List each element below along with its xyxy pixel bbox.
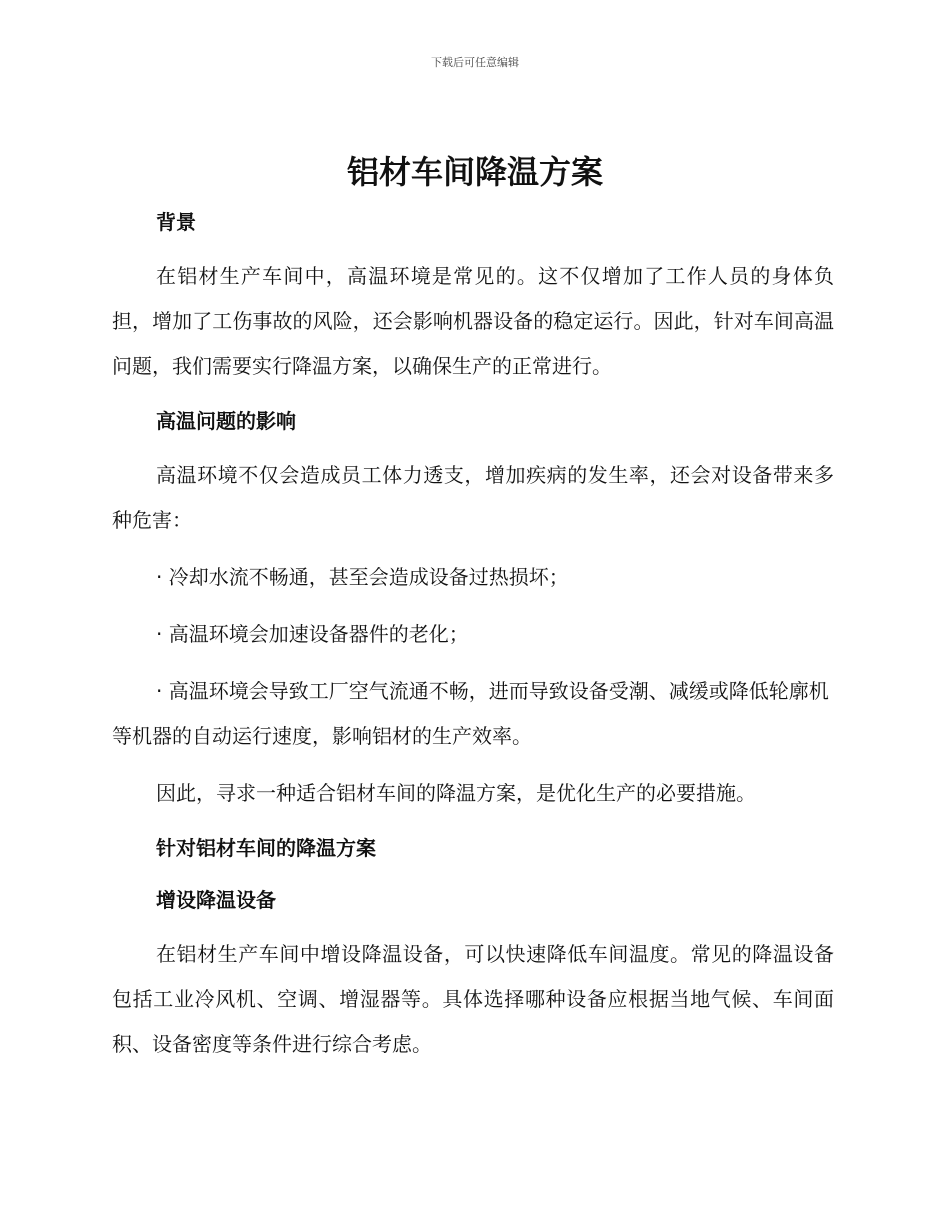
bullet-item-1: · 冷却水流不畅通，甚至会造成设备过热损坏； — [156, 565, 569, 589]
paragraph-background: 在铝材生产车间中，高温环境是常见的。这不仅增加了工作人员的身体负担，增加了工伤事故的风险，还会影响机器设备的稳定运行。因此，针对车间高温问题，我们需要实行降温方案，以确保生产的正常进行。 — [112, 264, 834, 378]
document-body — [112, 202, 834, 1067]
spacer — [112, 600, 834, 612]
bullet-item-3: · 高温环境会导致工厂空气流通不畅，进而导致设备受潮、减缓或降低轮廓机等机器的自动运行速度，影响铝材的生产效率。 — [112, 679, 829, 748]
paragraph-impact: 高温环境不仅会造成员工体力透支，增加疾病的发生率，还会对设备带来多种危害： — [112, 463, 834, 532]
spacer — [112, 657, 834, 669]
spacer — [112, 868, 834, 880]
paragraph-conclusion: 因此，寻求一种适合铝材车间的降温方案，是优化生产的必要措施。 — [156, 781, 756, 805]
heading-impact: 高温问题的影响 — [156, 409, 296, 433]
spacer — [112, 920, 834, 932]
spacer — [112, 759, 834, 771]
subheading-add-cooling-equipment: 增设降温设备 — [156, 888, 276, 912]
paragraph-solution: 在铝材生产车间中增设降温设备，可以快速降低车间温度。常见的降温设备包括工业冷风机、空调、增湿器等。具体选择哪种设备应根据当地气候、车间面积、设备密度等条件进行综合考虑。 — [112, 942, 834, 1056]
spacer — [112, 816, 834, 828]
document-title: 铝材车间降温方案 — [346, 153, 603, 191]
spacer — [112, 543, 834, 555]
page-header-note: 下载后可任意编辑 — [431, 56, 519, 69]
spacer — [112, 242, 834, 254]
spacer — [112, 389, 834, 401]
heading-solution: 针对铝材车间的降温方案 — [156, 836, 376, 860]
bullet-item-2: · 高温环境会加速设备器件的老化； — [156, 622, 469, 646]
heading-background: 背景 — [156, 210, 196, 234]
spacer — [112, 441, 834, 453]
